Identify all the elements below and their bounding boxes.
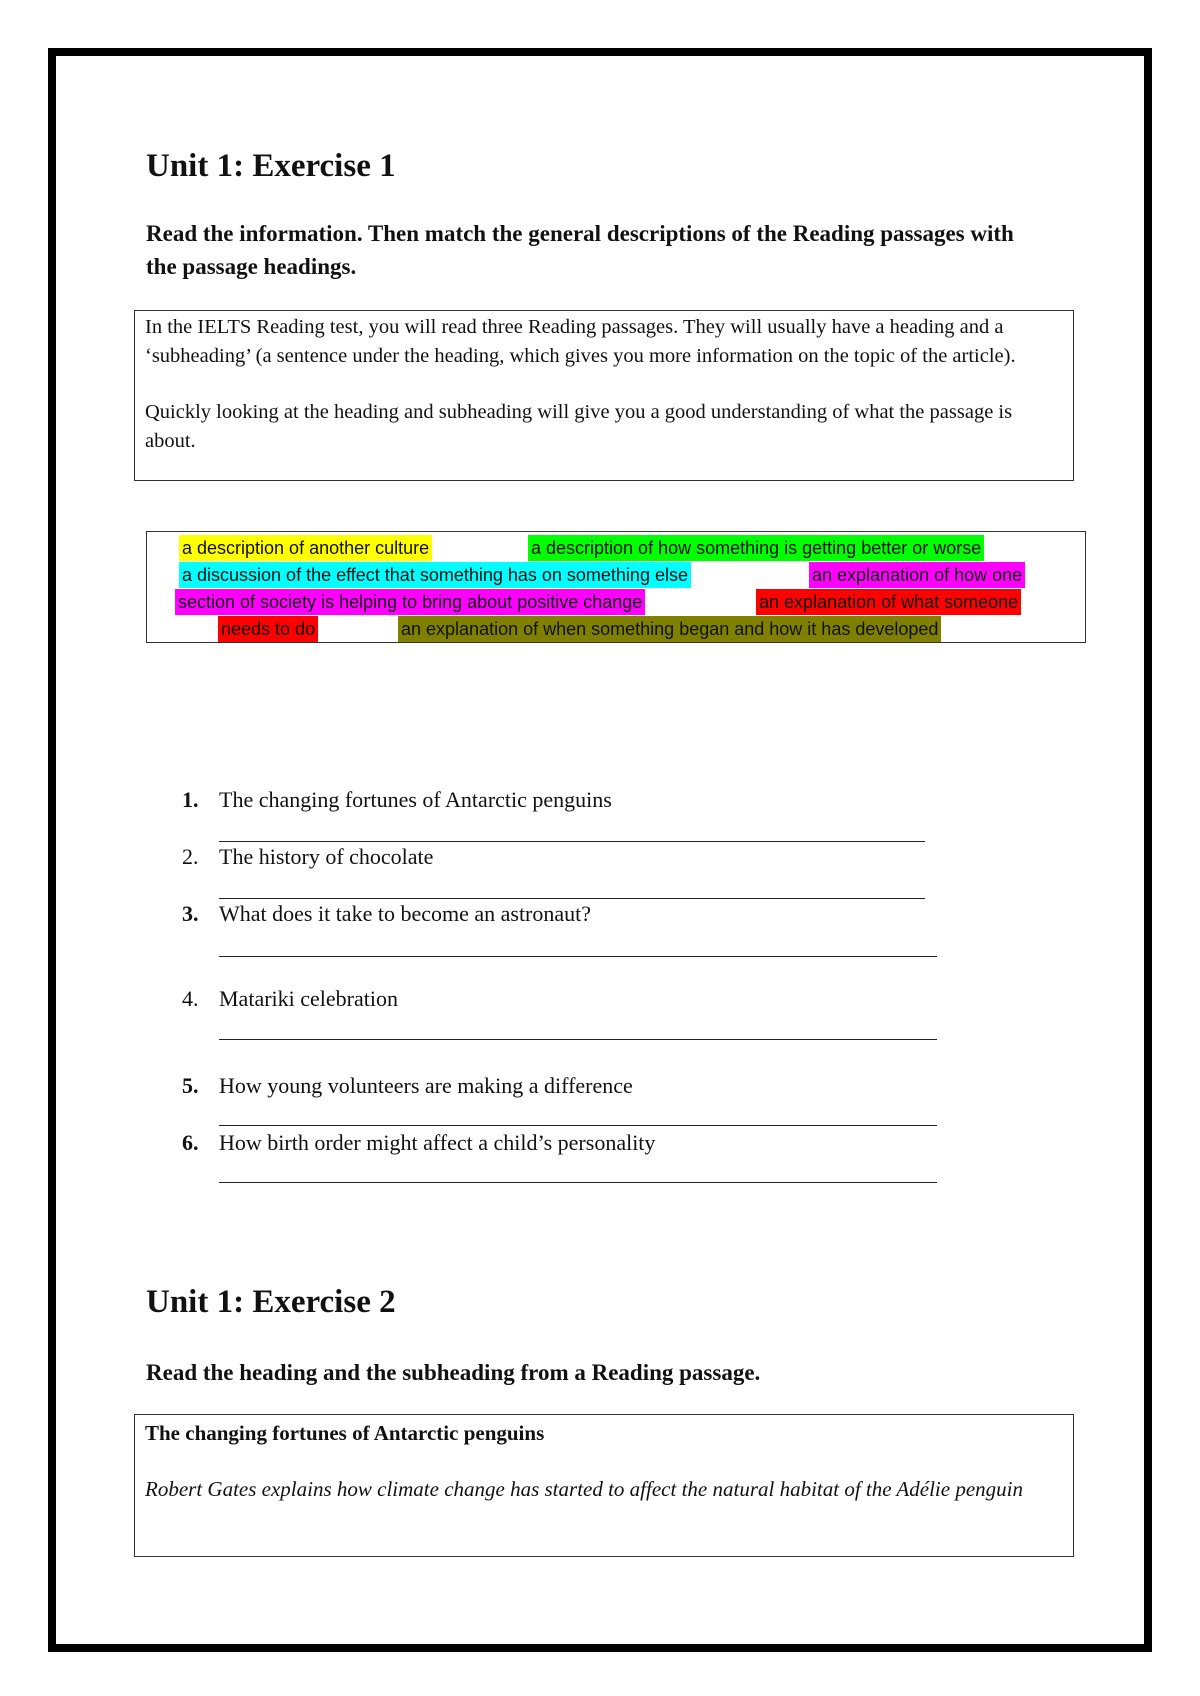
question-text: Matariki celebration <box>219 986 398 1011</box>
description-chip: a description of how something is getting better or worse <box>528 535 984 561</box>
question-text: What does it take to become an astronaut? <box>219 901 592 926</box>
question-number: 2. <box>182 844 199 869</box>
page-border <box>48 48 1152 1652</box>
question-number: 5. <box>182 1073 199 1098</box>
description-chip: an explanation of what someone <box>756 589 1021 615</box>
info-box <box>134 310 1074 481</box>
description-chip: a description of another culture <box>179 535 432 561</box>
exercise2-title: Unit 1: Exercise 2 <box>146 1284 396 1320</box>
info-paragraph-1: In the IELTS Reading test, you will read three Reading passages. They will usually have a heading and a ‘subheading’ (a sentence under the heading, which gives you more information on the topic of the article). <box>145 316 1016 367</box>
description-chip: an explanation of when something began and how it has developed <box>398 616 941 642</box>
description-chip: a discussion of the effect that something has on something else <box>179 562 691 588</box>
question-number: 1. <box>182 787 199 812</box>
exercise1-instruction: Read the information. Then match the general descriptions of the Reading passages with the passage headings. <box>146 221 1014 279</box>
answer-line[interactable] <box>219 956 937 957</box>
question-text: The changing fortunes of Antarctic penguins <box>219 787 612 812</box>
question-number: 6. <box>182 1130 199 1155</box>
question-number: 3. <box>182 901 199 926</box>
passage-heading: The changing fortunes of Antarctic penguins <box>145 1421 545 1445</box>
question-text: How young volunteers are making a difference <box>219 1073 633 1098</box>
answer-line[interactable] <box>219 1182 937 1183</box>
description-word-box <box>146 531 1086 643</box>
description-chip: section of society is helping to bring about positive change <box>175 589 645 615</box>
info-paragraph-2: Quickly looking at the heading and subheading will give you a good understanding of what the passage is about. <box>145 401 1013 452</box>
answer-line[interactable] <box>219 1039 937 1040</box>
exercise2-instruction: Read the heading and the subheading from a Reading passage. <box>146 1360 761 1385</box>
description-chip: an explanation of how one <box>809 562 1025 588</box>
description-chip: needs to do <box>218 616 318 642</box>
passage-subheading: Robert Gates explains how climate change has started to affect the natural habitat of the Adélie penguin <box>145 1477 1023 1501</box>
question-text: The history of chocolate <box>219 844 434 869</box>
question-text: How birth order might affect a child’s personality <box>219 1130 656 1155</box>
answer-line[interactable] <box>219 898 925 899</box>
question-number: 4. <box>182 986 199 1011</box>
answer-line[interactable] <box>219 841 925 842</box>
exercise1-title: Unit 1: Exercise 1 <box>146 148 396 184</box>
passage-box <box>134 1414 1074 1557</box>
answer-line[interactable] <box>219 1125 937 1126</box>
